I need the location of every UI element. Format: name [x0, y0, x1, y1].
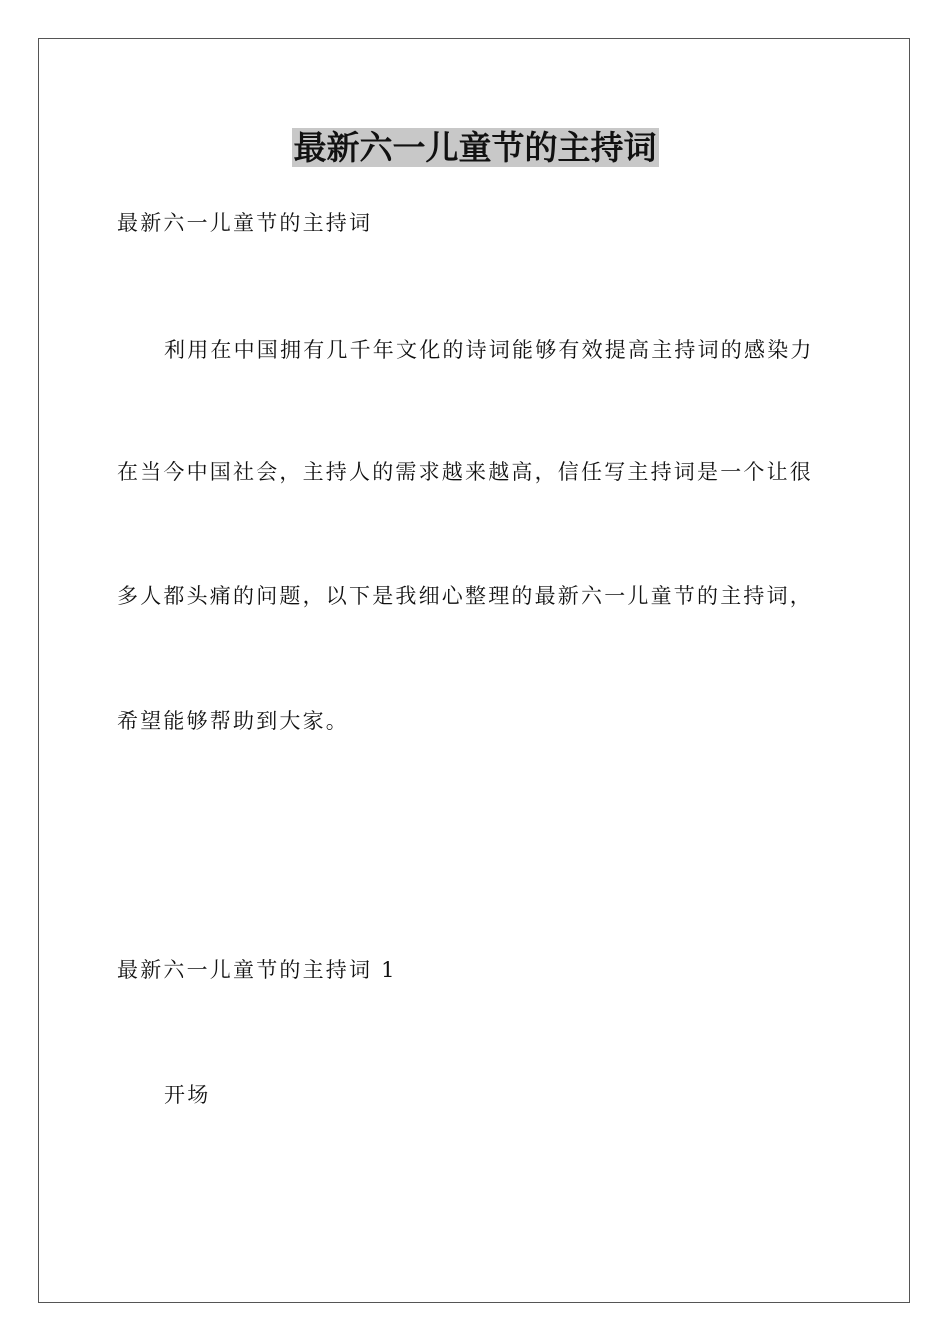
document-title-text: 最新六一儿童节的主持词 [293, 128, 657, 167]
intro-paragraph-line-2: 在当今中国社会，主持人的需求越来越高，信任写主持词是一个让很 [117, 460, 813, 484]
intro-paragraph-line-1: 利用在中国拥有几千年文化的诗词能够有效提高主持词的感染力 [164, 338, 814, 362]
section-item-opening: 开场 [164, 1083, 211, 1107]
section-heading: 最新六一儿童节的主持词 1 [117, 958, 397, 982]
intro-paragraph-line-3: 多人都头痛的问题，以下是我细心整理的最新六一儿童节的主持词， [117, 584, 813, 608]
document-title [0, 128, 950, 168]
intro-paragraph-line-4: 希望能够帮助到大家。 [117, 709, 349, 733]
document-subtitle: 最新六一儿童节的主持词 [117, 211, 373, 235]
